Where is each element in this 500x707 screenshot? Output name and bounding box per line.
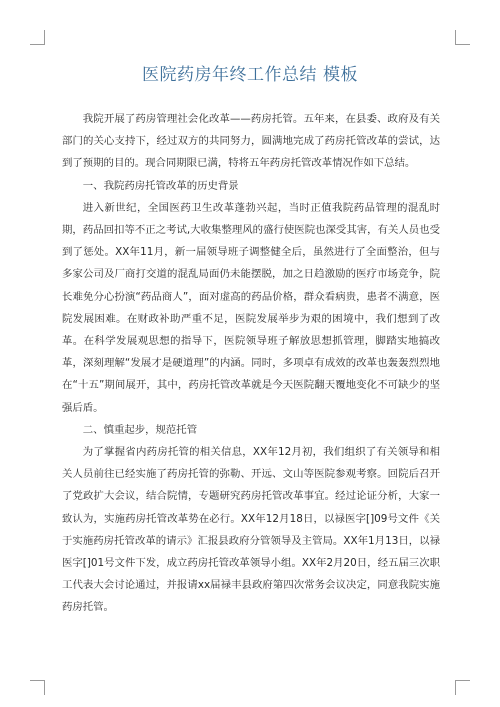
- paragraph-start: 为了掌握省内药房托管的相关信息，XX年12月初，我们组织了有关领导和相关人员前往已经实施了药房托管的弥勒、开远、文山等医院参观考察。回院后召开了党政扩大会议，结合院情，专题研究药房托管改革事宜。经过论证分析，大家一致认为，实施药房托管改革势在必行。XX年12月18日，以禄医字[]09号文件《关于实施药房托管改革的请示》汇报县政府分管领导及主管局。XX年1月13日，以禄医字[]01号文件下发，成立药房托管改革领导小组。XX年2月20日，经五届三次职工代表大会讨论通过，并报请xx届禄丰县政府第四次常务会议决定，同意我院实施药房托管。: [62, 446, 440, 614]
- crop-mark-top-right: [455, 30, 470, 45]
- section-heading-1: 一、我院药房托管改革的历史背景: [82, 179, 239, 192]
- crop-mark-bottom-left: [30, 680, 45, 695]
- crop-mark-top-left: [30, 30, 45, 45]
- paragraph-background: 进入新世纪，全国医药卫生改革蓬勃兴起，当时正值我院药品管理的混乱时期，药品回扣等不正之考试,大收集整理风的盛行使医院也深受其害，有关人员也受到了惩处。XX年11月，新一届领导班子调整健全后，虽然进行了全面整治，但与多家公司及厂商打交道的混乱局面仍未能摆脱，加之日趋激励的医疗市场竞争，院长难免分心扮演“药品商人”，面对虚高的药品价格，群众看病贵，患者不满意，医院发展困难。在财政补助严重不足，医院发展举步为艰的困境中，我们想到了改革。在科学发展观思想的指导下，医院领导班子解放思想抓管理，脚踏实地搞改革，深刻理解“发展才是硬道理”的内涵。同时，多项卓有成效的改革也轰轰烈烈地在“十五”期间展开，其中，药房托管改革就是今天医院翻天覆地变化不可缺少的坚强后盾。: [62, 201, 440, 414]
- section-heading-2: 二、慎重起步，规范托管: [82, 423, 198, 436]
- document-body: [62, 108, 440, 619]
- crop-mark-bottom-right: [455, 680, 470, 695]
- document-title: 医院药房年终工作总结 模板: [142, 65, 358, 85]
- paragraph-intro: 我院开展了药房管理社会化改革——药房托管。五年来，在县委、政府及有关部门的关心支持下，经过双方的共同努力，圆满地完成了药房托管改革的尝试，达到了预期的目的。现合同期限已满，特将五年药房托管改革情况作如下总结。: [62, 113, 440, 170]
